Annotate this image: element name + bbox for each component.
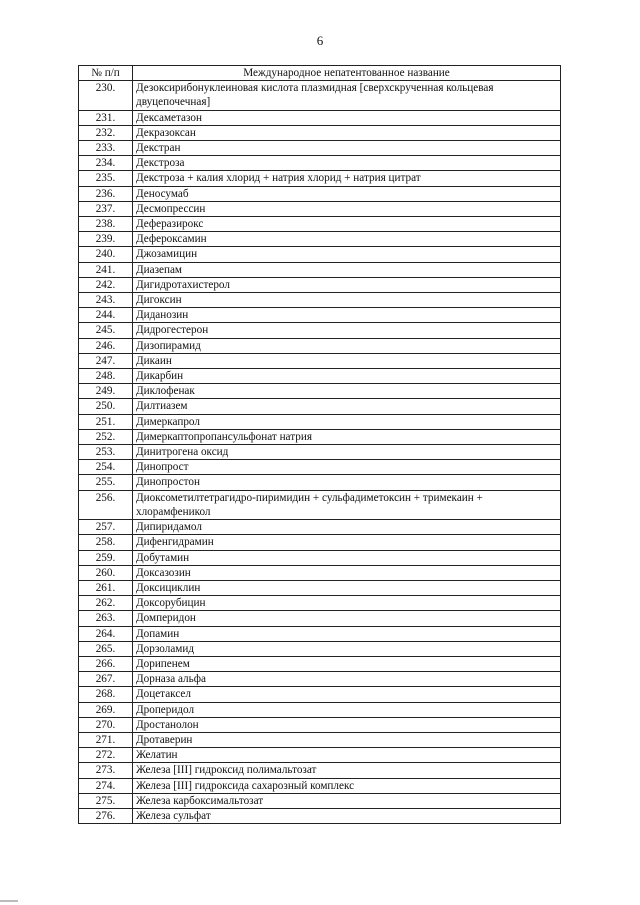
row-number: 270. [79,717,133,732]
drug-name: Доксазозин [133,565,561,580]
row-number: 231. [79,110,133,125]
drug-name: Дексаметазон [133,110,561,125]
table-row [79,687,561,702]
table-row [79,732,561,747]
drug-name: Дигоксин [133,293,561,308]
table-row [79,656,561,671]
table-row [79,763,561,778]
row-number: 267. [79,672,133,687]
table-row [79,445,561,460]
table-row [79,580,561,595]
drug-name: Железа сульфат [133,808,561,823]
table-row [79,460,561,475]
table-row [79,293,561,308]
table-row [79,641,561,656]
table-row [79,171,561,186]
row-number: 276. [79,808,133,823]
table-row [79,611,561,626]
row-number: 249. [79,384,133,399]
drug-name: Декстроза + калия хлорид + натрия хлорид + натрия цитрат [133,171,561,186]
row-number: 246. [79,338,133,353]
row-number: 243. [79,293,133,308]
table-row [79,490,561,519]
drug-name: Дорназа альфа [133,672,561,687]
drug-name: Дизопирамид [133,338,561,353]
row-number: 272. [79,748,133,763]
column-header-name: Международное непатентованное название [133,66,561,81]
row-number: 235. [79,171,133,186]
table-row [79,217,561,232]
row-number: 234. [79,156,133,171]
table-row [79,110,561,125]
table-row [79,369,561,384]
drug-name: Диданозин [133,308,561,323]
table-row [79,201,561,216]
table-row [79,353,561,368]
table-row [79,520,561,535]
table-row [79,475,561,490]
row-number: 238. [79,217,133,232]
table-row [79,277,561,292]
row-number: 262. [79,596,133,611]
page-number: 6 [316,33,324,48]
drug-name: Дростанолон [133,717,561,732]
row-number: 230. [79,81,133,110]
drug-name: Дипиридамол [133,520,561,535]
row-number: 274. [79,778,133,793]
table-row [79,565,561,580]
table-row [79,384,561,399]
drug-name: Доцетаксел [133,687,561,702]
table-row [79,778,561,793]
drug-list-table [78,65,561,824]
table-row [79,414,561,429]
row-number: 268. [79,687,133,702]
drug-name: Добутамин [133,550,561,565]
table-row [79,626,561,641]
row-number: 241. [79,262,133,277]
row-number: 264. [79,626,133,641]
row-number: 266. [79,656,133,671]
table-row [79,717,561,732]
column-header-number: № п/п [79,66,133,81]
row-number: 271. [79,732,133,747]
row-number: 261. [79,580,133,595]
table-row [79,748,561,763]
row-number: 256. [79,490,133,519]
table-row [79,232,561,247]
drug-name: Динопростон [133,475,561,490]
table-row [79,156,561,171]
table-row [79,125,561,140]
drug-name: Динопрост [133,460,561,475]
table-header-row [79,66,561,81]
table-row [79,247,561,262]
drug-name: Деносумаб [133,186,561,201]
table-row [79,338,561,353]
row-number: 263. [79,611,133,626]
row-number: 250. [79,399,133,414]
row-number: 259. [79,550,133,565]
row-number: 239. [79,232,133,247]
drug-name: Допамин [133,626,561,641]
row-number: 245. [79,323,133,338]
drug-name: Дефероксамин [133,232,561,247]
row-number: 242. [79,277,133,292]
drug-name: Дилтиазем [133,399,561,414]
drug-name: Деферазирокс [133,217,561,232]
row-number: 273. [79,763,133,778]
drug-name: Декстран [133,141,561,156]
drug-name: Дезоксирибонуклеиновая кислота плазмидная [сверхскрученная кольцевая двуцепочечная] [133,81,561,110]
table-row [79,808,561,823]
row-number: 237. [79,201,133,216]
row-number: 236. [79,186,133,201]
drug-name: Доксициклин [133,580,561,595]
row-number: 265. [79,641,133,656]
table-row [79,429,561,444]
row-number: 252. [79,429,133,444]
row-number: 253. [79,445,133,460]
table-row [79,186,561,201]
row-number: 232. [79,125,133,140]
drug-name: Железа [III] гидроксида сахарозный комплекс [133,778,561,793]
row-number: 257. [79,520,133,535]
drug-name: Желатин [133,748,561,763]
row-number: 240. [79,247,133,262]
drug-name: Дикаин [133,353,561,368]
drug-name: Дикарбин [133,369,561,384]
drug-name: Доксорубицин [133,596,561,611]
row-number: 255. [79,475,133,490]
row-number: 269. [79,702,133,717]
table-row [79,793,561,808]
table-row [79,308,561,323]
row-number: 260. [79,565,133,580]
drug-name: Дидрогестерон [133,323,561,338]
row-number: 258. [79,535,133,550]
drug-name: Дигидротахистерол [133,277,561,292]
table-row [79,141,561,156]
row-number: 247. [79,353,133,368]
table-row [79,550,561,565]
row-number: 244. [79,308,133,323]
drug-name: Декстроза [133,156,561,171]
row-number: 275. [79,793,133,808]
drug-name: Десмопрессин [133,201,561,216]
drug-name: Дротаверин [133,732,561,747]
drug-name: Дорипенем [133,656,561,671]
row-number: 254. [79,460,133,475]
table-row [79,702,561,717]
drug-name: Динитрогена оксид [133,445,561,460]
row-number: 251. [79,414,133,429]
table-row [79,262,561,277]
table-body [79,81,561,824]
drug-name: Диазепам [133,262,561,277]
drug-name: Диклофенак [133,384,561,399]
footer-mark [0,900,18,902]
table-row [79,399,561,414]
drug-name: Железа [III] гидроксид полимальтозат [133,763,561,778]
row-number: 248. [79,369,133,384]
table-row [79,323,561,338]
drug-name: Дорзоламид [133,641,561,656]
table-row [79,672,561,687]
drug-name: Декразоксан [133,125,561,140]
drug-name: Диоксометилтетрагидро-пиримидин + сульфадиметоксин + тримекаин + хлорамфеникол [133,490,561,519]
drug-name: Железа карбоксимальтозат [133,793,561,808]
table-row [79,535,561,550]
drug-name: Домперидон [133,611,561,626]
drug-name: Димеркапрол [133,414,561,429]
drug-name: Дроперидол [133,702,561,717]
drug-name: Джозамицин [133,247,561,262]
table-row [79,81,561,110]
table-row [79,596,561,611]
drug-name: Дифенгидрамин [133,535,561,550]
drug-name: Димеркаптопропансульфонат натрия [133,429,561,444]
row-number: 233. [79,141,133,156]
